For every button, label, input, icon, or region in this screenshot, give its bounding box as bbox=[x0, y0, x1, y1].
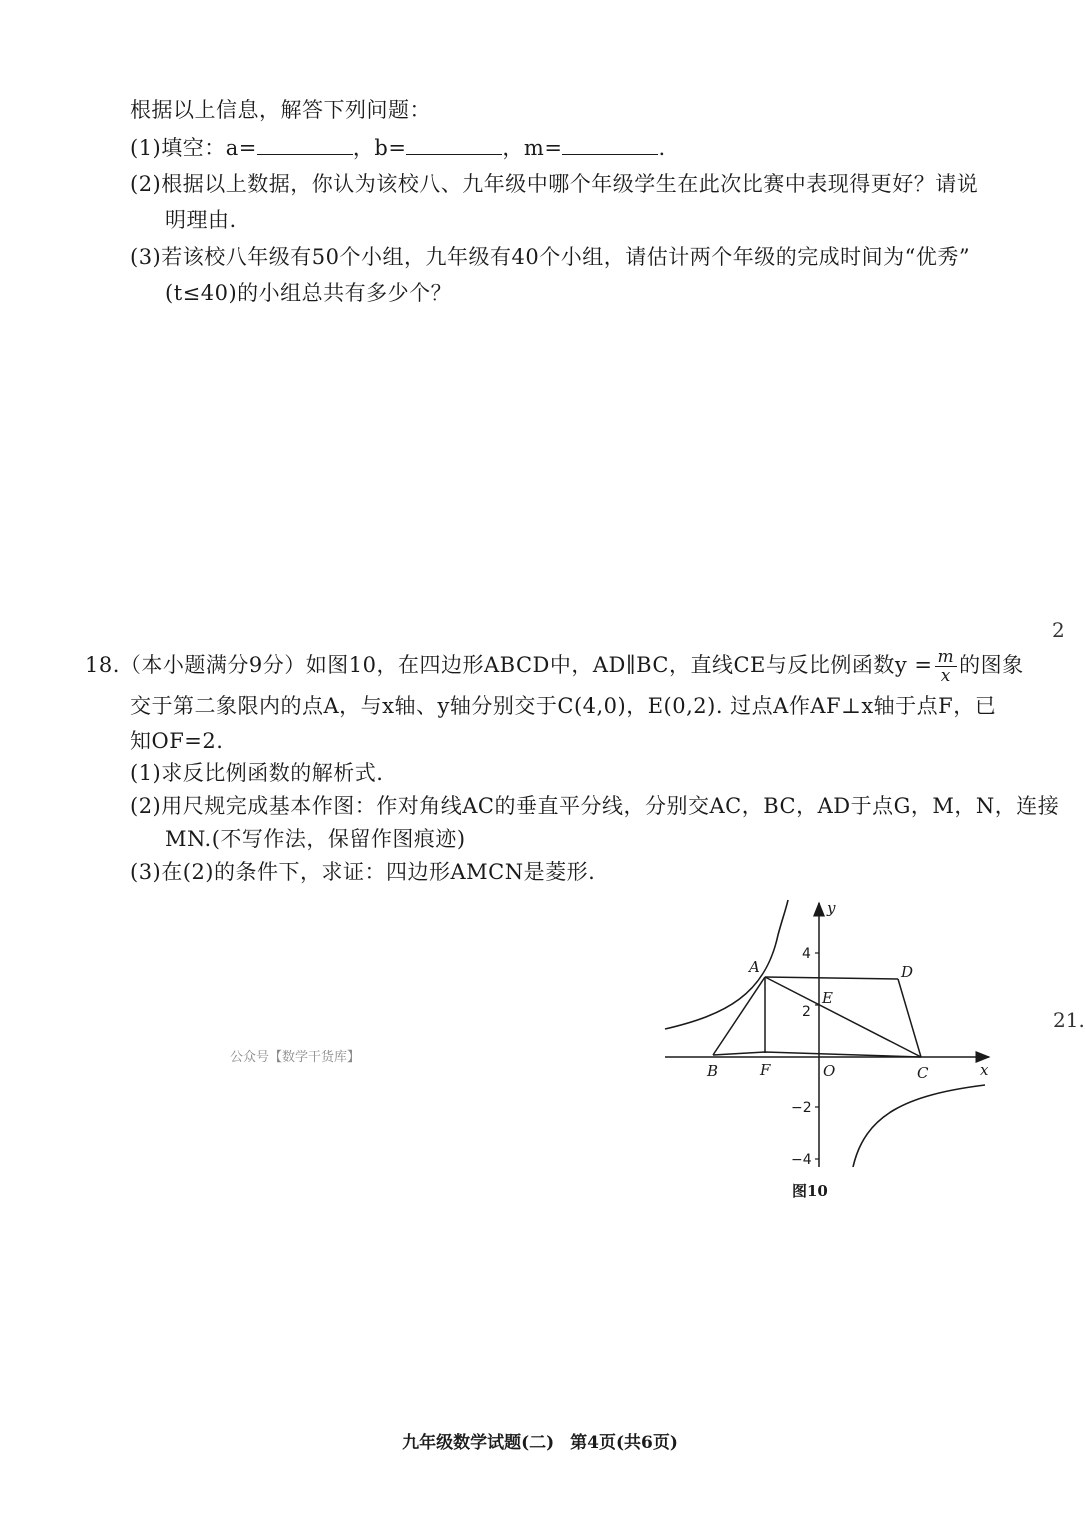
page-footer bbox=[0, 1428, 1080, 1453]
answer-blank-b[interactable] bbox=[406, 136, 502, 155]
q18-line2: 交于第二象限内的点A，与x轴、y轴分别交于C(4,0)，E(0,2). 过点A作AF⊥x轴于点F，已 bbox=[130, 694, 997, 718]
q17-part1-m-label: ，m= bbox=[502, 136, 563, 160]
answer-blank-a[interactable] bbox=[257, 136, 353, 155]
tick-label-neg2: −2 bbox=[791, 1100, 812, 1116]
axis-label-x: x bbox=[980, 1061, 989, 1079]
fraction-numerator: m bbox=[935, 648, 958, 667]
q17-part2-line2: 明理由. bbox=[165, 208, 237, 232]
figure-caption: 图10 bbox=[792, 1182, 828, 1200]
tick-label-4: 4 bbox=[802, 946, 811, 962]
q17-part3-line2: (t≤40)的小组总共有多少个？ bbox=[165, 281, 453, 305]
fraction-m-over-x bbox=[935, 648, 958, 685]
point-label-F: F bbox=[760, 1061, 771, 1079]
segment-AD bbox=[765, 977, 898, 979]
fraction-denominator: x bbox=[940, 666, 951, 686]
q18-part1: (1)求反比例函数的解析式. bbox=[130, 761, 384, 785]
q17-part1 bbox=[130, 134, 666, 162]
q17-part2-line1: (2)根据以上数据，你认为该校八、九年级中哪个年级学生在此次比赛中表现得更好？请说 bbox=[130, 172, 979, 196]
segment-AC bbox=[765, 977, 921, 1057]
tick-label-neg4: −4 bbox=[791, 1152, 812, 1168]
figure-10 bbox=[655, 895, 1000, 1185]
point-label-D: D bbox=[901, 963, 914, 981]
margin-fragment-top: 2 bbox=[1052, 618, 1065, 642]
segment-BA bbox=[713, 977, 765, 1055]
margin-fragment-bottom: 21. bbox=[1053, 1008, 1085, 1032]
footer-page-number: 第4页(共6页) bbox=[570, 1433, 678, 1453]
watermark: 公众号【数学干货库】 bbox=[230, 1050, 361, 1065]
q17-part3-line1: (3)若该校八年级有50个小组，九年级有40个小组，请估计两个年级的完成时间为“优秀” bbox=[130, 245, 971, 269]
q18-line1-pre: 18.（本小题满分9分）如图10，在四边形ABCD中，AD∥BC，直线CE与反比例函数y = bbox=[85, 653, 933, 677]
tick-label-2: 2 bbox=[802, 1004, 811, 1020]
point-label-B: B bbox=[707, 1062, 719, 1080]
hyperbola-branch-fourth-quadrant bbox=[853, 1085, 985, 1167]
answer-blank-m[interactable] bbox=[562, 136, 658, 155]
q18-part2-line2: MN.(不写作法，保留作图痕迹) bbox=[165, 827, 466, 851]
q18-line1 bbox=[85, 648, 1024, 685]
q18-line1-post: 的图象 bbox=[959, 653, 1024, 677]
point-label-E: E bbox=[822, 989, 833, 1007]
q17-part1-a-label: (1)填空：a= bbox=[130, 136, 257, 160]
axis-label-y: y bbox=[827, 899, 836, 917]
point-label-A: A bbox=[749, 958, 760, 976]
q17-part1-b-label: ，b= bbox=[352, 136, 407, 160]
q18-part3: (3)在(2)的条件下，求证：四边形AMCN是菱形. bbox=[130, 860, 596, 884]
footer-title: 九年级数学试题(二) bbox=[402, 1433, 555, 1453]
segment-DC bbox=[898, 979, 921, 1057]
hyperbola-branch-second-quadrant bbox=[665, 900, 788, 1029]
point-label-C: C bbox=[917, 1064, 929, 1082]
q17-part1-end: . bbox=[658, 136, 666, 160]
q18-line3: 知OF=2. bbox=[130, 729, 224, 753]
origin-label: O bbox=[823, 1062, 836, 1080]
q18-part2-line1: (2)用尺规完成基本作图：作对角线AC的垂直平分线，分别交AC，BC，AD于点G，M，N，连接 bbox=[130, 794, 1060, 818]
q17-intro: 根据以上信息，解答下列问题： bbox=[130, 98, 431, 122]
